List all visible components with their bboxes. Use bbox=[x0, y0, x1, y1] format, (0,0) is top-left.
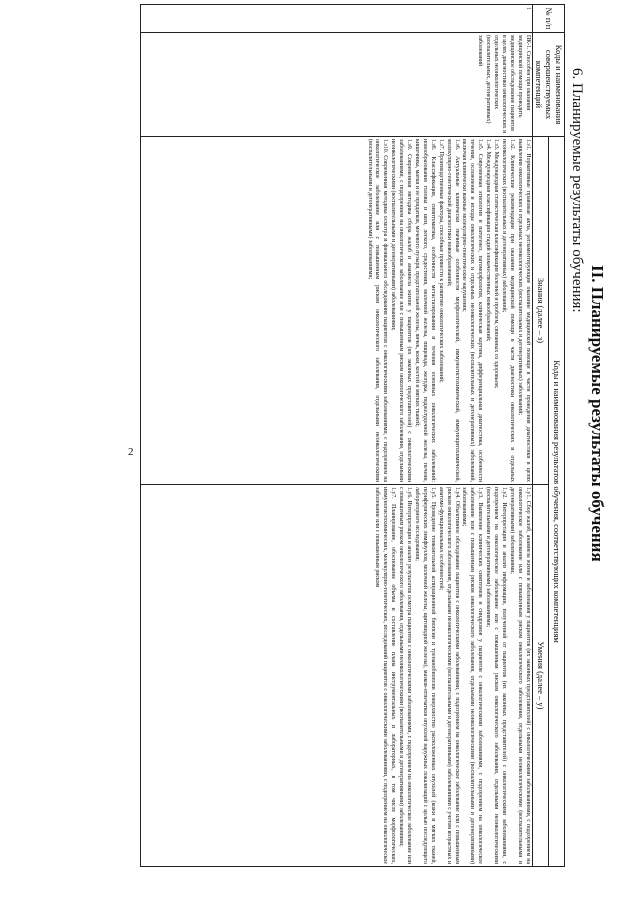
page-number: 2 bbox=[128, 446, 134, 458]
skill-item: 1.у5. Проведение тонкоигольной аспирационной биопсии и трепанобиопсии поверхностно расположенных опухолей (кожи и мягких тканей, периферических лимфоузлов, молочной железы, щитовидной железы), мазков-отпечатков опухолей наружных локализаций с целью последующего лабораторного исследования; bbox=[414, 487, 436, 865]
table-heading: 6. Планируемые результаты обучения: bbox=[569, 68, 585, 313]
knowledge-item: 1.з2. Клинические рекомендации при оказании медицинской помощи в части диагностики онкологических и отдельных неонкологических (воспалительных и дегенеративных) заболеваний; bbox=[500, 139, 515, 482]
results-table bbox=[140, 4, 565, 867]
header-knowledge: Знания (далее – з) bbox=[532, 137, 548, 485]
knowledge-item: 1.з5. Современная этиология и патогенез, патоморфология, клиническая картина, дифференциальная диагностика, особенности течения, осложнения и исходы онкологических и отдельных неонкологических (воспалительных и дегенеративных) заболеваний, включая клинически важные молекулярно-генетические нарушения; bbox=[461, 139, 484, 482]
table-row bbox=[140, 5, 532, 867]
skill-item: 1.у2. Интерпретация и анализ информации, полученной от пациентов (их законных представителей) с онкологическими заболеваниями, с подозрением на онкологическое заболевание или с повышенным риском онкологического заболевания, отдельными неонкологическими (воспалительными и дегенеративными) заболеваниями; bbox=[485, 487, 507, 865]
section-title: II. Планируемые результаты обучения bbox=[588, 265, 607, 562]
cell-competence: ПК-1. Способен при оказании медицинской помощи проводить медицинское обследование пациентов в целях диагностики онкологических и отдельных неонкологических (воспалительных, дегенеративных) заболеваний bbox=[140, 33, 532, 137]
knowledge-item: 1.з9. Современная методика сбора жалоб и анамнеза жизни у пациентов (их законных представителей) с онкологическими заболеваниями, с подозрением на онкологическое заболевание или с повышенным риском онкологического заболевания, отдельными неонкологическими (воспалительными и дегенеративными) заболеваниями; bbox=[390, 139, 413, 482]
header-group: Коды и наименования результатов обучения, соответствующих компетенциям bbox=[548, 137, 564, 867]
knowledge-item: 1.з8. Классификация, симптоматика, особенности метастазирования и течения основных онкологических заболеваний: новообразования головы и шеи, легкого, средостения, молочной железы, пищевода, желудка, поджелудочной железы, печени, кишечника, матки и ее придатков, мочевого пузыря, предстательной железы, яичек, кожи, костей и мягких тканей; bbox=[414, 139, 436, 482]
knowledge-item: 1.з6. Актуальные клинически значимые особенности морфологической, иммуногистохимической, иммуноцитохимической, молекулярно-генетической диагностики новообразований; bbox=[445, 139, 460, 482]
skill-item: 1.у4. Объективное обследование пациентов с онкологическими заболеваниями, с подозрением на онкологическое заболевание или с повышенным риском онкологического заболевания, отдельными неонкологическими (воспалительными и дегенеративными) заболеваниями с учетом возрастных и анатомо-функциональных особенностей; bbox=[437, 487, 460, 865]
cell-skills bbox=[140, 485, 532, 867]
knowledge-item: 1.з10. Современная методика осмотра и физикального обследования пациентов с онкологическими заболеваниями, с подозрением на онкологическое заболевание или с повышенным риском онкологического заболевания, отдельными неонкологическими (воспалительными и дегенеративными) заболеваниями; bbox=[366, 139, 389, 482]
knowledge-item: 1.з3. Международная статистическая классификация болезней и проблем, связанных со здоровьем; bbox=[493, 139, 500, 389]
header-num: № п/п bbox=[532, 5, 564, 33]
header-competence: Коды и наименования совершенствуемых компетенций bbox=[532, 33, 564, 137]
skill-item: 1.у3. Выявление клинических симптомов и синдромов у пациентов с онкологическими заболеваниями, с подозрением на онкологическое заболевание или с повышенным риском онкологического заболевания, отдельными неонкологическими (воспалительными и дегенеративными) заболеваниями; bbox=[461, 487, 484, 865]
rotated-content bbox=[68, 0, 625, 867]
header-skills: Умения (далее – у) bbox=[532, 485, 548, 867]
header-row-1 bbox=[548, 5, 564, 867]
cell-num: 1 bbox=[140, 5, 532, 33]
skill-item: 1.у7. Планирование, обоснование объема и составление плана инструментальных и лабораторных, в том числе морфологических, иммуногистохимических, молекулярно-генетических, исследований пациентов с онкологическими заболеваниями, с подозрением на онкологическое заболевание или с повышенным риском bbox=[374, 487, 397, 865]
knowledge-item: 1.з1. Нормативные правовые акты, регламентирующие оказание медицинской помощи в части проведения диагностики в целях выявления онкологических и отдельных неонкологических (воспалительных и дегенеративных) заболеваний; bbox=[516, 139, 531, 482]
knowledge-item: 1.з4. Международная классификация стадий злокачественных новообразований; bbox=[485, 139, 492, 342]
skill-item: 1.у6. Интерпретация и анализ результатов осмотра пациентов с онкологическими заболеваниями, с подозрением на онкологическое заболевание или с повышенным риском онкологического заболевания, отдельными неонкологическими (воспалительными и дегенеративными) заболеваниями; bbox=[398, 487, 413, 865]
knowledge-item: 1.з7. Производственные факторы, способные привести к развитию онкологических заболеваний; bbox=[437, 139, 444, 383]
skill-item: 1.у1. Сбор жалоб, анамнеза жизни и заболевания у пациентов (их законных представителей) с онкологическими заболеваниями, с подозрением на онкологическое заболевание или с повышенным риском онкологического заболевания, отдельными неонкологическими (воспалительными и дегенеративными) заболеваниями; bbox=[508, 487, 531, 865]
cell-knowledge bbox=[140, 137, 532, 485]
